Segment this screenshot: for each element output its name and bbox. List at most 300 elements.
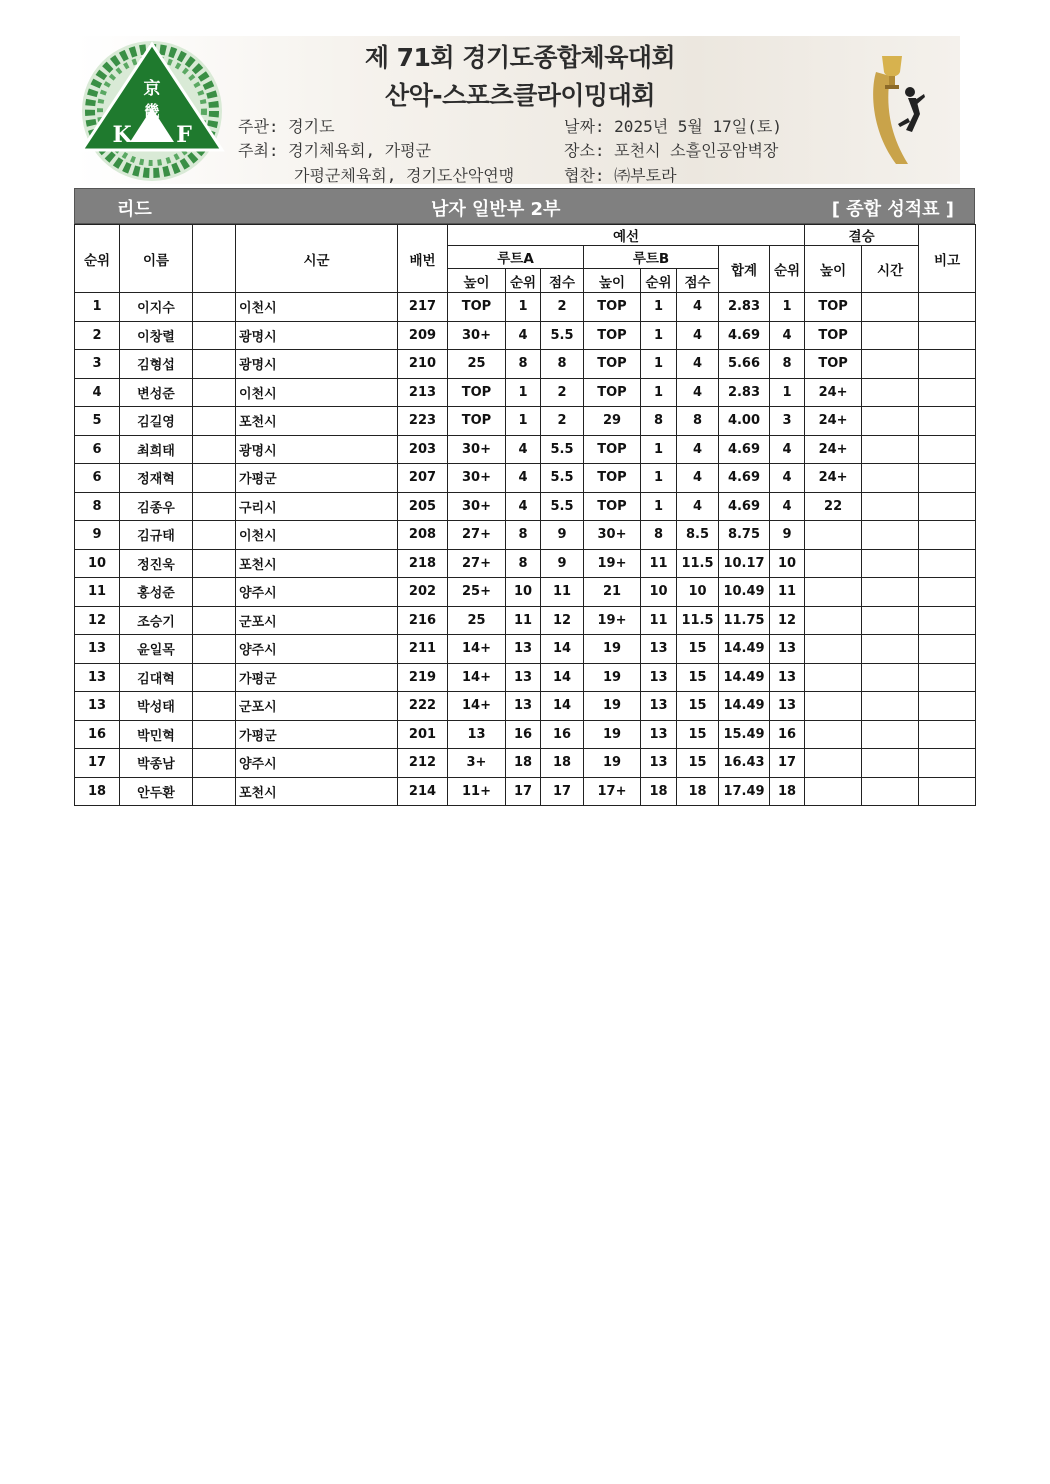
cell-route-b-height: TOP (584, 378, 641, 407)
cell-blank (193, 464, 236, 493)
cell-blank (193, 777, 236, 806)
cell-route-b-points: 4 (677, 378, 719, 407)
cell-blank (193, 606, 236, 635)
cell-name: 변성준 (120, 378, 193, 407)
cell-route-a-height: 11+ (448, 777, 506, 806)
cell-name: 정재혁 (120, 464, 193, 493)
venue-label: 장소: 포천시 소흘인공암벽장 (564, 141, 779, 160)
cell-note (919, 407, 976, 436)
cell-final-height (805, 720, 862, 749)
cell-blank (193, 521, 236, 550)
cell-note (919, 549, 976, 578)
cell-route-a-points: 14 (541, 663, 584, 692)
col-b-points: 점수 (677, 269, 719, 293)
cell-route-b-height: 21 (584, 578, 641, 607)
cell-final-height: TOP (805, 321, 862, 350)
cell-name: 조승기 (120, 606, 193, 635)
cell-qual-rank: 17 (770, 749, 805, 778)
cell-name: 김대혁 (120, 663, 193, 692)
cell-route-b-points: 4 (677, 435, 719, 464)
table-row (75, 578, 976, 607)
cell-total: 17.49 (719, 777, 770, 806)
cell-name: 김규태 (120, 521, 193, 550)
cell-route-b-rank: 1 (641, 293, 677, 322)
date-label: 날짜: 2025년 5월 17일(토) (564, 117, 782, 136)
cell-final-time (862, 777, 919, 806)
cell-route-b-height: 19 (584, 749, 641, 778)
cell-total: 11.75 (719, 606, 770, 635)
table-row (75, 521, 976, 550)
cell-final-height (805, 521, 862, 550)
table-row (75, 492, 976, 521)
cell-rank: 18 (75, 777, 120, 806)
cell-blank (193, 663, 236, 692)
cell-qual-rank: 1 (770, 293, 805, 322)
table-row (75, 378, 976, 407)
cell-route-a-height: 13 (448, 720, 506, 749)
cell-total: 15.49 (719, 720, 770, 749)
cell-rank: 2 (75, 321, 120, 350)
cell-blank (193, 407, 236, 436)
cell-route-a-rank: 11 (506, 606, 541, 635)
logo-char-right: F (176, 122, 192, 148)
event-title: 산악-스포츠클라이밍대회 (384, 81, 656, 110)
cell-note (919, 293, 976, 322)
cell-route-b-rank: 18 (641, 777, 677, 806)
cell-rank: 6 (75, 435, 120, 464)
cell-total: 2.83 (719, 378, 770, 407)
cell-route-a-points: 2 (541, 407, 584, 436)
cell-route-a-height: 14+ (448, 635, 506, 664)
cell-note (919, 492, 976, 521)
results-title-bar (74, 188, 975, 224)
division-label: 남자 일반부 2부 (431, 199, 561, 220)
cell-bib: 209 (398, 321, 448, 350)
cell-final-time (862, 407, 919, 436)
cell-final-height (805, 578, 862, 607)
cell-route-b-points: 4 (677, 293, 719, 322)
cell-route-b-points: 11.5 (677, 606, 719, 635)
cell-route-b-height: TOP (584, 321, 641, 350)
cell-city: 광명시 (236, 321, 398, 350)
cell-route-b-points: 4 (677, 350, 719, 379)
cell-blank (193, 378, 236, 407)
cell-rank: 16 (75, 720, 120, 749)
cell-final-time (862, 635, 919, 664)
cell-route-b-rank: 8 (641, 521, 677, 550)
cell-bib: 207 (398, 464, 448, 493)
col-total: 합계 (719, 246, 770, 293)
col-name: 이름 (120, 225, 193, 293)
cell-name: 김형섭 (120, 350, 193, 379)
table-row (75, 464, 976, 493)
col-qual-rank: 순위 (770, 246, 805, 293)
cell-qual-rank: 4 (770, 464, 805, 493)
cell-final-time (862, 549, 919, 578)
cell-route-b-rank: 13 (641, 692, 677, 721)
cell-bib: 218 (398, 549, 448, 578)
cell-qual-rank: 13 (770, 692, 805, 721)
cell-route-b-points: 18 (677, 777, 719, 806)
cell-final-time (862, 435, 919, 464)
cell-route-b-height: 19+ (584, 606, 641, 635)
cell-rank: 4 (75, 378, 120, 407)
cell-rank: 6 (75, 464, 120, 493)
cell-route-a-points: 14 (541, 635, 584, 664)
cell-city: 군포시 (236, 606, 398, 635)
cell-rank: 1 (75, 293, 120, 322)
cell-route-b-points: 15 (677, 663, 719, 692)
cell-route-a-rank: 4 (506, 492, 541, 521)
logo-char-top: 京 (143, 79, 161, 99)
cell-blank (193, 720, 236, 749)
cell-bib: 211 (398, 635, 448, 664)
cell-route-a-rank: 8 (506, 521, 541, 550)
table-row (75, 777, 976, 806)
cell-route-a-points: 5.5 (541, 492, 584, 521)
cell-final-time (862, 606, 919, 635)
cell-note (919, 321, 976, 350)
cell-final-height (805, 749, 862, 778)
cell-final-time (862, 492, 919, 521)
cell-rank: 8 (75, 492, 120, 521)
cell-route-b-rank: 13 (641, 663, 677, 692)
cell-route-a-rank: 4 (506, 321, 541, 350)
cell-bib: 201 (398, 720, 448, 749)
cell-route-b-height: 19 (584, 663, 641, 692)
cell-total: 5.66 (719, 350, 770, 379)
cell-bib: 217 (398, 293, 448, 322)
cell-route-a-points: 11 (541, 578, 584, 607)
cell-route-b-height: 29 (584, 407, 641, 436)
sponsor-label: 협찬: ㈜부토라 (564, 166, 677, 185)
cell-route-b-rank: 1 (641, 464, 677, 493)
cell-name: 최희태 (120, 435, 193, 464)
cell-blank (193, 692, 236, 721)
cell-route-a-rank: 1 (506, 293, 541, 322)
cell-note (919, 663, 976, 692)
organizer-label: 주최: 경기체육회, 가평군 (238, 141, 432, 160)
cell-note (919, 435, 976, 464)
cell-route-b-rank: 1 (641, 321, 677, 350)
cell-route-a-height: 25+ (448, 578, 506, 607)
cell-route-b-rank: 13 (641, 635, 677, 664)
cell-route-b-height: 19+ (584, 549, 641, 578)
cell-route-b-height: 19 (584, 692, 641, 721)
cell-total: 8.75 (719, 521, 770, 550)
cell-route-a-height: 14+ (448, 663, 506, 692)
cell-route-b-points: 10 (677, 578, 719, 607)
cell-bib: 216 (398, 606, 448, 635)
table-row (75, 293, 976, 322)
table-row (75, 749, 976, 778)
cell-final-time (862, 578, 919, 607)
cell-route-b-points: 8.5 (677, 521, 719, 550)
cell-route-a-height: TOP (448, 293, 506, 322)
cell-route-a-points: 9 (541, 549, 584, 578)
cell-route-a-points: 18 (541, 749, 584, 778)
cell-final-time (862, 663, 919, 692)
cell-route-b-rank: 11 (641, 606, 677, 635)
cell-qual-rank: 12 (770, 606, 805, 635)
cell-bib: 210 (398, 350, 448, 379)
cell-route-a-points: 5.5 (541, 464, 584, 493)
cell-note (919, 720, 976, 749)
cell-note (919, 635, 976, 664)
competition-title: 제 71회 경기도종합체육대회 (364, 43, 676, 72)
cell-route-b-points: 4 (677, 464, 719, 493)
cell-city: 포천시 (236, 549, 398, 578)
cell-note (919, 521, 976, 550)
cell-note (919, 692, 976, 721)
cell-final-height (805, 692, 862, 721)
cell-qual-rank: 13 (770, 663, 805, 692)
organizer-line2: 가평군체육회, 경기도산악연맹 (294, 166, 515, 185)
col-route-a: 루트A (448, 246, 584, 269)
logo-char-middle: 畿 (144, 102, 160, 120)
cell-route-b-height: TOP (584, 464, 641, 493)
cell-route-b-rank: 8 (641, 407, 677, 436)
cell-qual-rank: 4 (770, 435, 805, 464)
cell-rank: 13 (75, 635, 120, 664)
col-final: 결승 (805, 225, 919, 246)
cell-city: 포천시 (236, 777, 398, 806)
cell-final-height: 24+ (805, 435, 862, 464)
cell-name: 박민혁 (120, 720, 193, 749)
cell-final-height (805, 663, 862, 692)
cell-note (919, 749, 976, 778)
cell-route-a-rank: 1 (506, 378, 541, 407)
cell-qual-rank: 13 (770, 635, 805, 664)
col-rank: 순위 (75, 225, 120, 293)
cell-final-height: TOP (805, 293, 862, 322)
cell-final-time (862, 464, 919, 493)
cell-city: 이천시 (236, 521, 398, 550)
col-a-height: 높이 (448, 269, 506, 293)
cell-rank: 10 (75, 549, 120, 578)
cell-bib: 223 (398, 407, 448, 436)
cell-blank (193, 293, 236, 322)
cell-total: 4.69 (719, 321, 770, 350)
cell-route-a-rank: 13 (506, 663, 541, 692)
cell-blank (193, 549, 236, 578)
col-bib: 배번 (398, 225, 448, 293)
cell-rank: 13 (75, 692, 120, 721)
cell-route-a-points: 5.5 (541, 321, 584, 350)
cell-route-b-rank: 1 (641, 350, 677, 379)
col-city: 시군 (236, 225, 398, 293)
cell-final-height: TOP (805, 350, 862, 379)
cell-route-b-height: TOP (584, 350, 641, 379)
cell-city: 양주시 (236, 578, 398, 607)
cell-qual-rank: 16 (770, 720, 805, 749)
col-final-time: 시간 (862, 246, 919, 293)
table-row (75, 549, 976, 578)
cell-route-a-rank: 13 (506, 635, 541, 664)
cell-rank: 5 (75, 407, 120, 436)
cell-total: 4.69 (719, 464, 770, 493)
cell-route-b-points: 8 (677, 407, 719, 436)
cell-route-b-height: TOP (584, 492, 641, 521)
cell-route-b-points: 15 (677, 749, 719, 778)
cell-qual-rank: 4 (770, 492, 805, 521)
cell-route-a-rank: 16 (506, 720, 541, 749)
table-row (75, 720, 976, 749)
cell-route-a-points: 16 (541, 720, 584, 749)
cell-route-a-height: 14+ (448, 692, 506, 721)
cell-blank (193, 578, 236, 607)
cell-name: 이지수 (120, 293, 193, 322)
cell-route-a-rank: 17 (506, 777, 541, 806)
cell-qual-rank: 1 (770, 378, 805, 407)
cell-qual-rank: 3 (770, 407, 805, 436)
cell-route-a-points: 12 (541, 606, 584, 635)
cell-city: 이천시 (236, 378, 398, 407)
cell-blank (193, 635, 236, 664)
table-row (75, 350, 976, 379)
cell-bib: 213 (398, 378, 448, 407)
cell-qual-rank: 4 (770, 321, 805, 350)
cell-route-a-points: 5.5 (541, 435, 584, 464)
table-row (75, 321, 976, 350)
cell-route-b-rank: 1 (641, 492, 677, 521)
cell-total: 10.49 (719, 578, 770, 607)
cell-total: 10.17 (719, 549, 770, 578)
cell-rank: 12 (75, 606, 120, 635)
col-a-rank: 순위 (506, 269, 541, 293)
cell-final-height: 24+ (805, 464, 862, 493)
cell-city: 가평군 (236, 663, 398, 692)
cell-route-b-points: 15 (677, 692, 719, 721)
cell-final-height: 22 (805, 492, 862, 521)
cell-route-a-points: 9 (541, 521, 584, 550)
cell-city: 구리시 (236, 492, 398, 521)
cell-bib: 219 (398, 663, 448, 692)
cell-route-b-rank: 1 (641, 435, 677, 464)
cell-route-b-points: 11.5 (677, 549, 719, 578)
cell-route-b-rank: 11 (641, 549, 677, 578)
table-row (75, 692, 976, 721)
cell-bib: 205 (398, 492, 448, 521)
table-row (75, 635, 976, 664)
cell-final-height: 24+ (805, 407, 862, 436)
cell-route-a-rank: 18 (506, 749, 541, 778)
cell-bib: 212 (398, 749, 448, 778)
cell-note (919, 378, 976, 407)
cell-route-b-points: 15 (677, 635, 719, 664)
host-label: 주관: 경기도 (238, 117, 335, 136)
cell-blank (193, 749, 236, 778)
cell-final-time (862, 692, 919, 721)
cell-name: 김길영 (120, 407, 193, 436)
results-table (74, 224, 976, 806)
cell-route-b-height: TOP (584, 293, 641, 322)
cell-route-a-points: 14 (541, 692, 584, 721)
cell-city: 양주시 (236, 635, 398, 664)
cell-name: 김종우 (120, 492, 193, 521)
cell-total: 4.69 (719, 492, 770, 521)
col-qualification: 예선 (448, 225, 805, 246)
results-body (75, 293, 976, 806)
cell-name: 박성태 (120, 692, 193, 721)
cell-route-a-height: 30+ (448, 435, 506, 464)
cell-total: 4.69 (719, 435, 770, 464)
cell-route-a-height: 30+ (448, 464, 506, 493)
cell-city: 양주시 (236, 749, 398, 778)
cell-route-a-rank: 13 (506, 692, 541, 721)
cell-final-height (805, 549, 862, 578)
cell-route-b-points: 4 (677, 492, 719, 521)
cell-rank: 17 (75, 749, 120, 778)
col-a-points: 점수 (541, 269, 584, 293)
cell-rank: 9 (75, 521, 120, 550)
cell-blank (193, 435, 236, 464)
cell-total: 2.83 (719, 293, 770, 322)
cell-blank (193, 492, 236, 521)
cell-final-time (862, 749, 919, 778)
cell-qual-rank: 9 (770, 521, 805, 550)
cell-route-b-rank: 10 (641, 578, 677, 607)
cell-final-height: 24+ (805, 378, 862, 407)
cell-route-a-height: 3+ (448, 749, 506, 778)
cell-route-b-rank: 13 (641, 720, 677, 749)
cell-bib: 202 (398, 578, 448, 607)
cell-bib: 203 (398, 435, 448, 464)
table-row (75, 606, 976, 635)
event-type: 리드 (117, 199, 152, 220)
cell-rank: 11 (75, 578, 120, 607)
cell-route-a-height: 25 (448, 606, 506, 635)
cell-name: 윤일목 (120, 635, 193, 664)
cell-route-a-height: 30+ (448, 321, 506, 350)
cell-route-b-height: 17+ (584, 777, 641, 806)
col-b-height: 높이 (584, 269, 641, 293)
cell-final-time (862, 521, 919, 550)
cell-total: 16.43 (719, 749, 770, 778)
cell-bib: 214 (398, 777, 448, 806)
cell-note (919, 464, 976, 493)
cell-note (919, 350, 976, 379)
cell-qual-rank: 11 (770, 578, 805, 607)
sheet-title: [ 종합 성적표 ] (831, 199, 954, 220)
cell-final-time (862, 321, 919, 350)
cell-route-a-rank: 8 (506, 350, 541, 379)
cell-route-a-points: 17 (541, 777, 584, 806)
cell-route-a-height: 27+ (448, 521, 506, 550)
cell-route-a-points: 8 (541, 350, 584, 379)
cell-route-a-rank: 8 (506, 549, 541, 578)
col-final-height: 높이 (805, 246, 862, 293)
cell-final-height (805, 777, 862, 806)
cell-rank: 13 (75, 663, 120, 692)
cell-route-a-height: TOP (448, 378, 506, 407)
cell-blank (193, 321, 236, 350)
cell-route-a-rank: 4 (506, 464, 541, 493)
table-row (75, 663, 976, 692)
cell-name: 안두환 (120, 777, 193, 806)
cell-final-time (862, 378, 919, 407)
cell-final-height (805, 635, 862, 664)
table-row (75, 407, 976, 436)
cell-route-b-points: 15 (677, 720, 719, 749)
cell-bib: 208 (398, 521, 448, 550)
cell-route-b-rank: 1 (641, 378, 677, 407)
cell-final-time (862, 350, 919, 379)
cell-name: 홍성준 (120, 578, 193, 607)
cell-city: 광명시 (236, 435, 398, 464)
cell-route-a-points: 2 (541, 293, 584, 322)
cell-total: 4.00 (719, 407, 770, 436)
